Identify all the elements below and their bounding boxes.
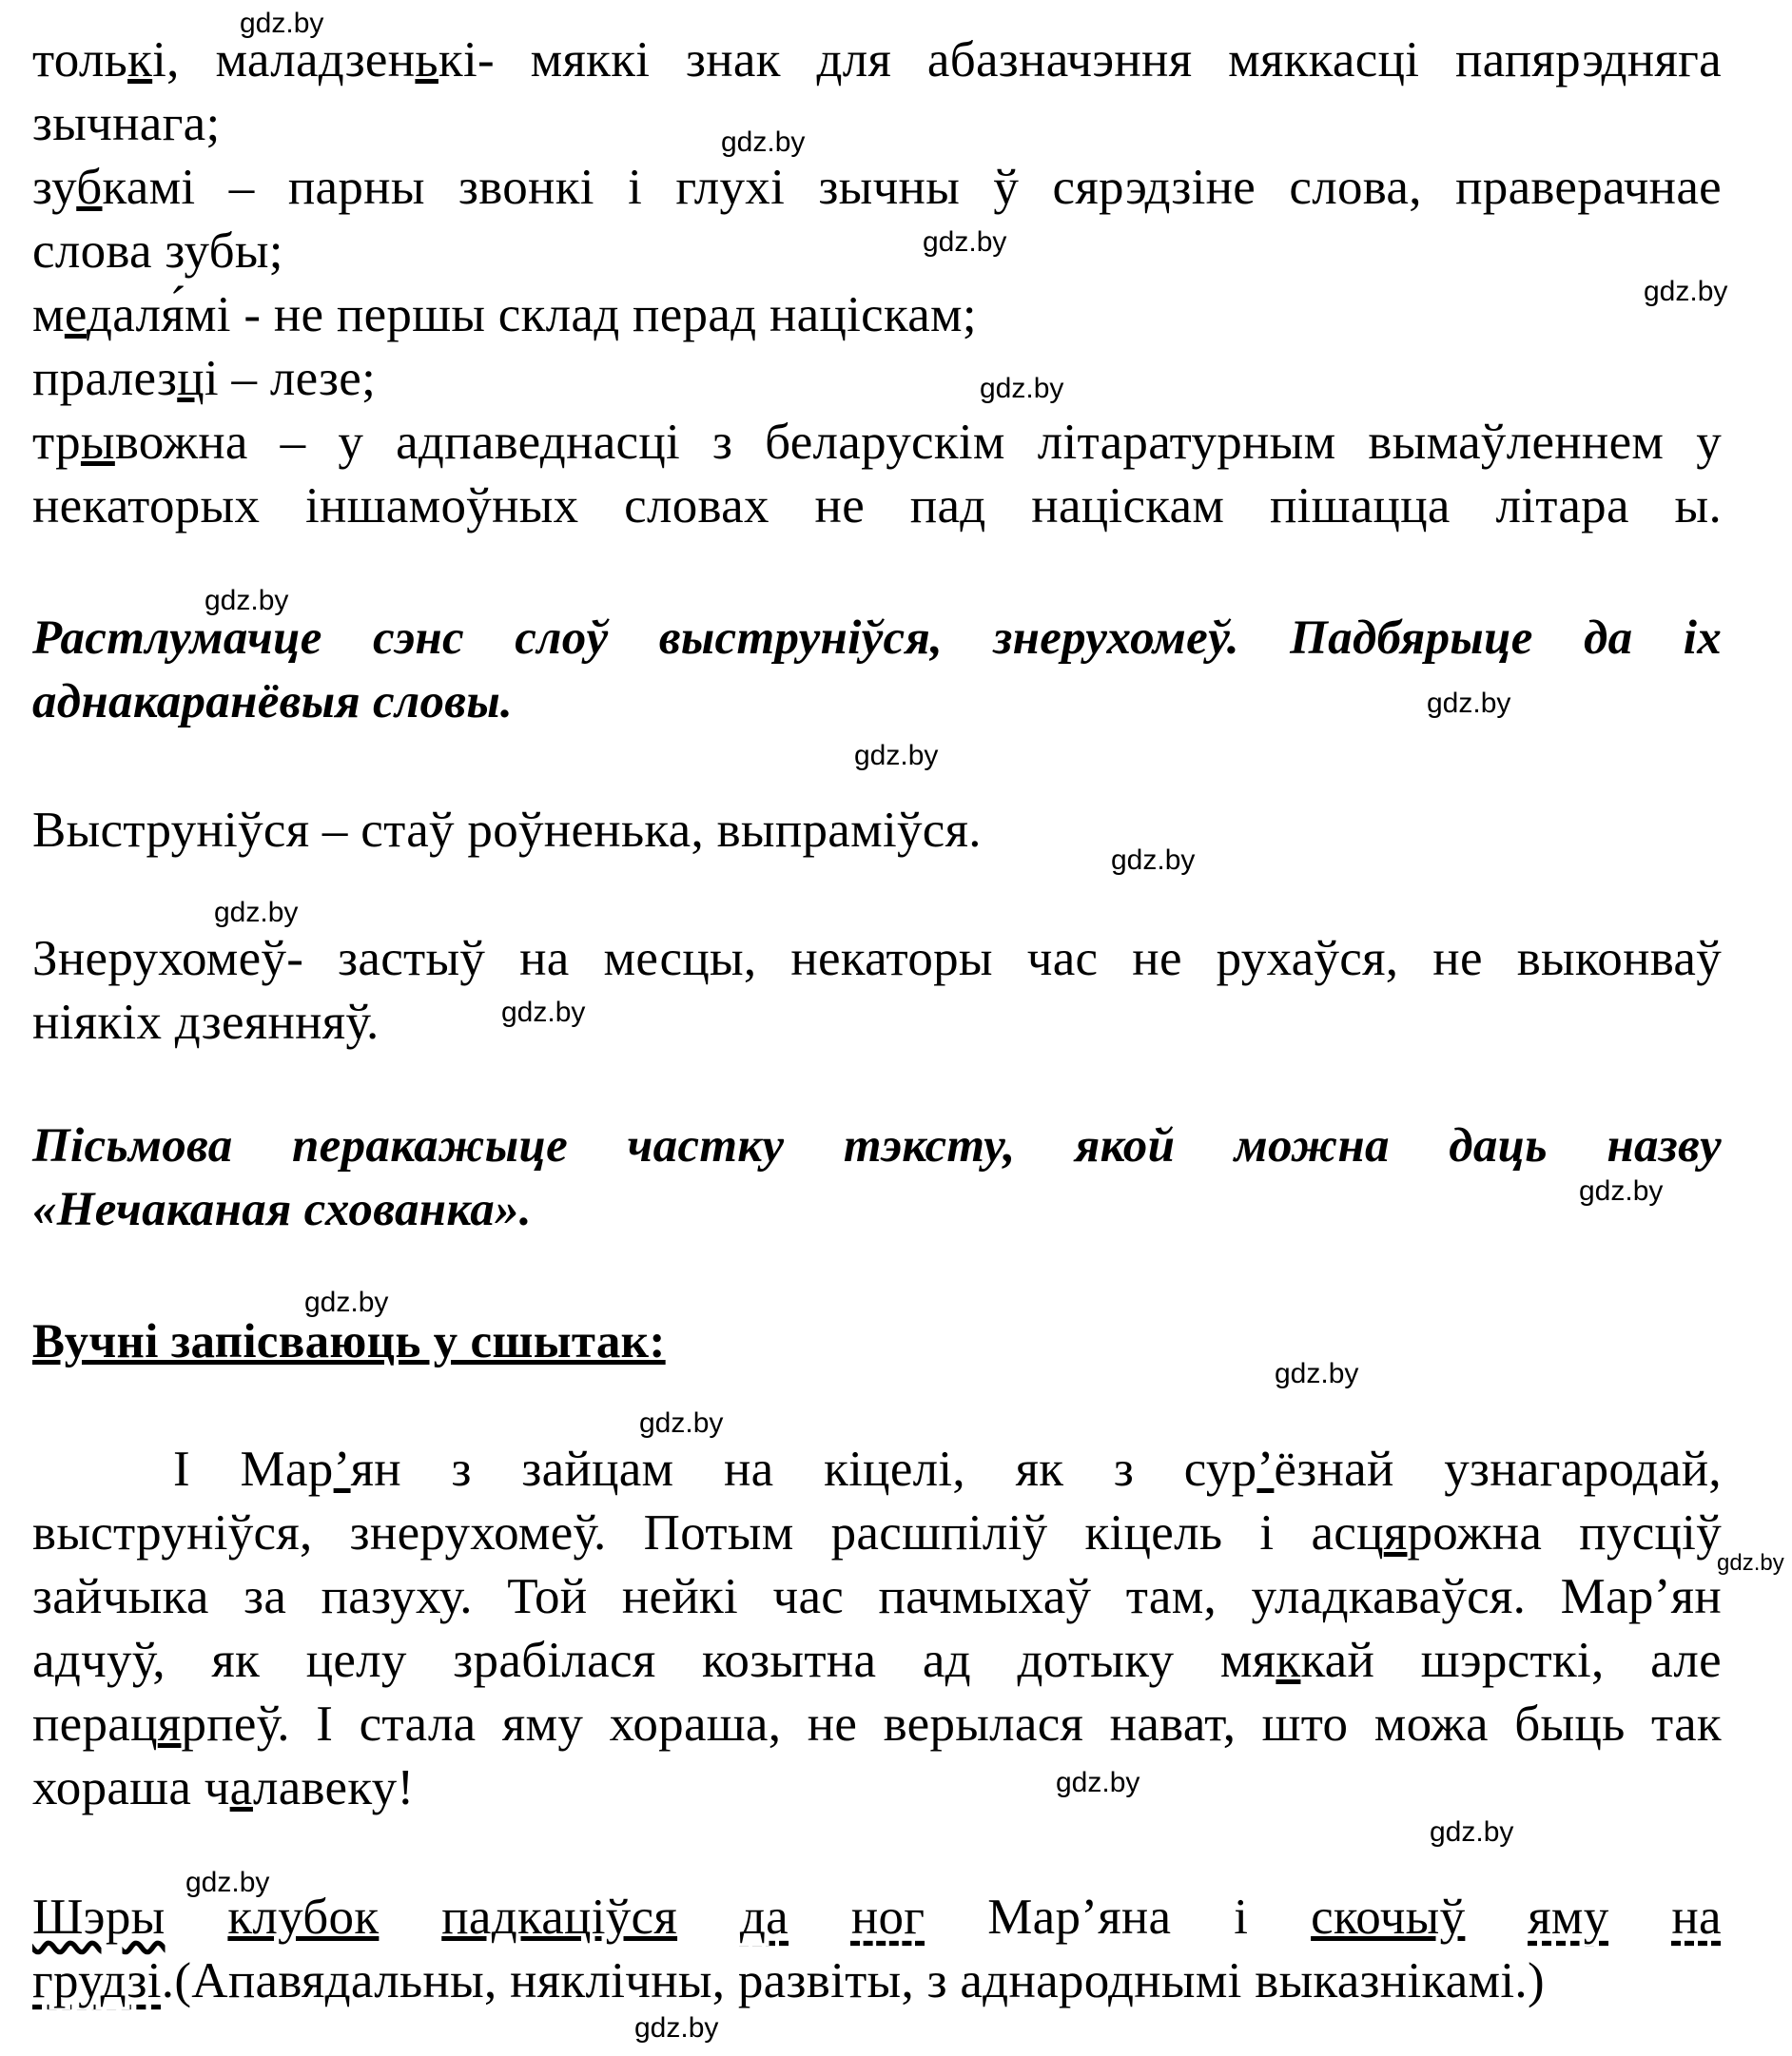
text-line: хораша чалавеку! — [32, 1760, 415, 1815]
watermark: gdz.by — [639, 1407, 724, 1439]
watermark: gdz.by — [1111, 844, 1196, 876]
spelling-explanations — [32, 29, 1722, 538]
text-line: трывожна – у адпаведнасці з беларускім літаратурным вымаўленнем у — [32, 415, 1722, 470]
text-line: медаля́мі - не першы склад перад націскам; — [32, 287, 977, 342]
watermark: gdz.by — [501, 997, 586, 1028]
task-line: аднакаранёвыя словы. — [32, 675, 514, 728]
watermark: gdz.by — [205, 585, 289, 616]
sentence-analysis — [32, 1886, 1722, 2013]
watermark: gdz.by — [1717, 1550, 1784, 1576]
watermark: gdz.by — [634, 2012, 719, 2044]
task-explain-words — [32, 607, 1722, 734]
object-word: яму — [1528, 1890, 1609, 1945]
watermark: gdz.by — [854, 740, 939, 771]
attribute-word: Шэры — [32, 1890, 166, 1945]
adverbial-word: ног — [850, 1890, 925, 1945]
text-line: І Мар’ян з зайцам на кіцелі, як з сур’ёзнай узнагародай, — [173, 1442, 1722, 1497]
text-line: ніякіх дзеянняў. — [32, 995, 380, 1050]
watermark: gdz.by — [185, 1867, 270, 1898]
text-line: Шэры клубок падкаціўся да ног Мар’яна і скочыў яму на — [32, 1890, 1722, 1945]
watermark: gdz.by — [1056, 1767, 1140, 1798]
watermark: gdz.by — [1275, 1358, 1359, 1389]
text-line: перацярпеў. І стала яму хораша, не верылася нават, што можа быць так — [32, 1697, 1722, 1752]
text-line: выструніўся, знерухомеў. Потым расшпіліў кіцель і асцярожна пусціў — [32, 1505, 1723, 1561]
text-line: адчуў, як целу зрабілася козытна ад дотыку мяккай шэрсткі, але — [32, 1633, 1722, 1688]
adverbial-word: грудзі — [32, 1953, 162, 2008]
task-line: Растлумачце сэнс слоў выструніўся, знерухомеў. Падбярыце да іх — [32, 611, 1722, 665]
text-line: зайчыка за пазуху. Той нейкі час пачмыхаў там, уладкаваўся. Мар’ян — [32, 1569, 1722, 1624]
watermark: gdz.by — [980, 373, 1064, 404]
heading-text: Вучні запісваюць у сшытак: — [32, 1315, 666, 1368]
watermark: gdz.by — [923, 226, 1007, 258]
watermark: gdz.by — [214, 897, 299, 928]
text-line: Знерухомеў- застыў на месцы, некаторы час не рухаўся, не выконваў — [32, 931, 1722, 986]
text-line: толькі, маладзенькі- мяккі знак для абазначэння мяккасці папярэдняга — [32, 32, 1722, 87]
text-line: слова зубы; — [32, 223, 283, 279]
text-line: грудзі.(Апавядальны, няклічны, развіты, з аднароднымі выказнікамі.) — [32, 1953, 1545, 2008]
text-line: некаторых іншамоўных словах не пад націскам пішацца літара ы. — [32, 478, 1722, 533]
text-line: Выструніўся – стаў роўненька, выпраміўся. — [32, 803, 982, 858]
task-line: Пісьмова перакажыце частку тэксту, якой можна даць назву — [32, 1119, 1722, 1173]
passage — [32, 1438, 1722, 1820]
watermark: gdz.by — [1430, 1816, 1514, 1848]
answer-znerukhomeu — [32, 927, 1722, 1055]
task-line: «Нечаканая схованка». — [32, 1183, 532, 1236]
watermark: gdz.by — [304, 1287, 389, 1318]
watermark: gdz.by — [1644, 276, 1728, 307]
adverbial-word: да — [739, 1890, 789, 1945]
predicate-word: падкаціўся — [441, 1890, 678, 1945]
adverbial-word: на — [1671, 1890, 1722, 1945]
notebook-heading — [32, 1310, 1722, 1374]
watermark: gdz.by — [721, 126, 806, 158]
text-line: пралезці – лезе; — [32, 351, 377, 406]
watermark: gdz.by — [240, 8, 324, 39]
watermark: gdz.by — [1427, 688, 1511, 719]
task-retell — [32, 1115, 1722, 1242]
text-line: зычнага; — [32, 96, 221, 151]
predicate-word: скочыў — [1311, 1890, 1466, 1945]
subject-word: клубок — [227, 1890, 380, 1945]
text-line: зубкамі – парны звонкі і глухі зычны ў сярэдзіне слова, праверачнае — [32, 160, 1722, 215]
watermark: gdz.by — [1579, 1175, 1664, 1207]
answer-vystrunius — [32, 799, 1722, 863]
